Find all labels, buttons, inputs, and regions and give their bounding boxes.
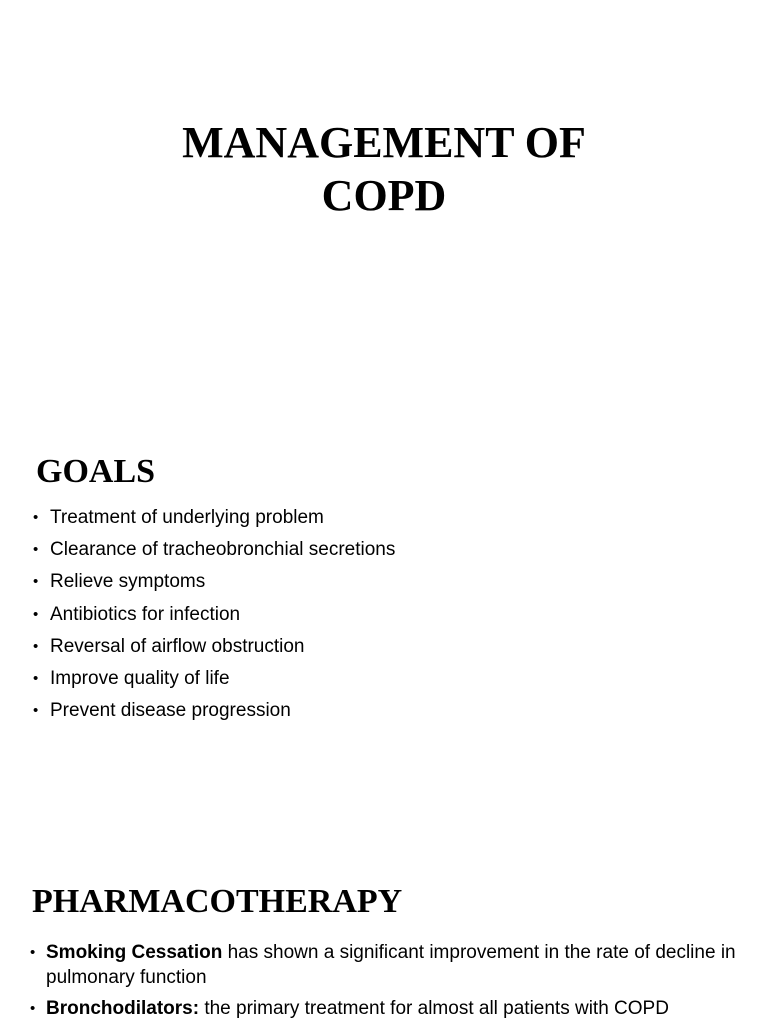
term-smoking-cessation: Smoking Cessation xyxy=(46,942,223,963)
list-item-text: Antibiotics for infection xyxy=(50,603,241,625)
list-item xyxy=(30,569,738,601)
bullet-icon: • xyxy=(33,541,39,559)
bullet-icon: • xyxy=(33,605,39,623)
list-item-text: has shown a significant improvement in the rate of decline in pulmonary function xyxy=(46,942,736,988)
pharmacotherapy-heading: PHARMACOTHERAPY xyxy=(32,883,403,920)
bullet-icon: • xyxy=(33,637,39,655)
list-item xyxy=(30,666,738,698)
goals-list xyxy=(30,505,738,730)
list-item xyxy=(30,537,738,569)
list-item-text: Clearance of tracheobronchial secretions xyxy=(50,539,396,561)
bullet-icon: • xyxy=(33,669,39,687)
list-item-text: Improve quality of life xyxy=(50,667,230,689)
page-title xyxy=(0,116,768,222)
goals-heading: GOALS xyxy=(36,453,156,490)
list-item xyxy=(30,940,738,990)
list-item-text: Prevent disease progression xyxy=(50,700,291,722)
list-item-text: the primary treatment for almost all patients with COPD xyxy=(199,998,669,1019)
bullet-icon: • xyxy=(33,702,39,720)
title-slide xyxy=(0,0,768,420)
pharmacotherapy-list xyxy=(30,940,738,1027)
list-item xyxy=(30,634,738,666)
bullet-icon: • xyxy=(33,573,39,591)
title-line-1: MANAGEMENT OF xyxy=(182,118,586,167)
bullet-icon: • xyxy=(30,1000,36,1017)
list-item-text: Relieve symptoms xyxy=(50,571,206,593)
list-item xyxy=(30,996,738,1021)
list-item-text: Treatment of underlying problem xyxy=(50,507,324,528)
list-item xyxy=(30,505,738,537)
title-line-2: COPD xyxy=(321,171,447,220)
list-item xyxy=(30,602,738,634)
bullet-icon: • xyxy=(30,944,36,961)
bullet-icon: • xyxy=(33,509,39,526)
list-item-text: Reversal of airflow obstruction xyxy=(50,635,305,657)
term-bronchodilators: Bronchodilators: xyxy=(46,998,200,1019)
list-item xyxy=(30,698,738,730)
